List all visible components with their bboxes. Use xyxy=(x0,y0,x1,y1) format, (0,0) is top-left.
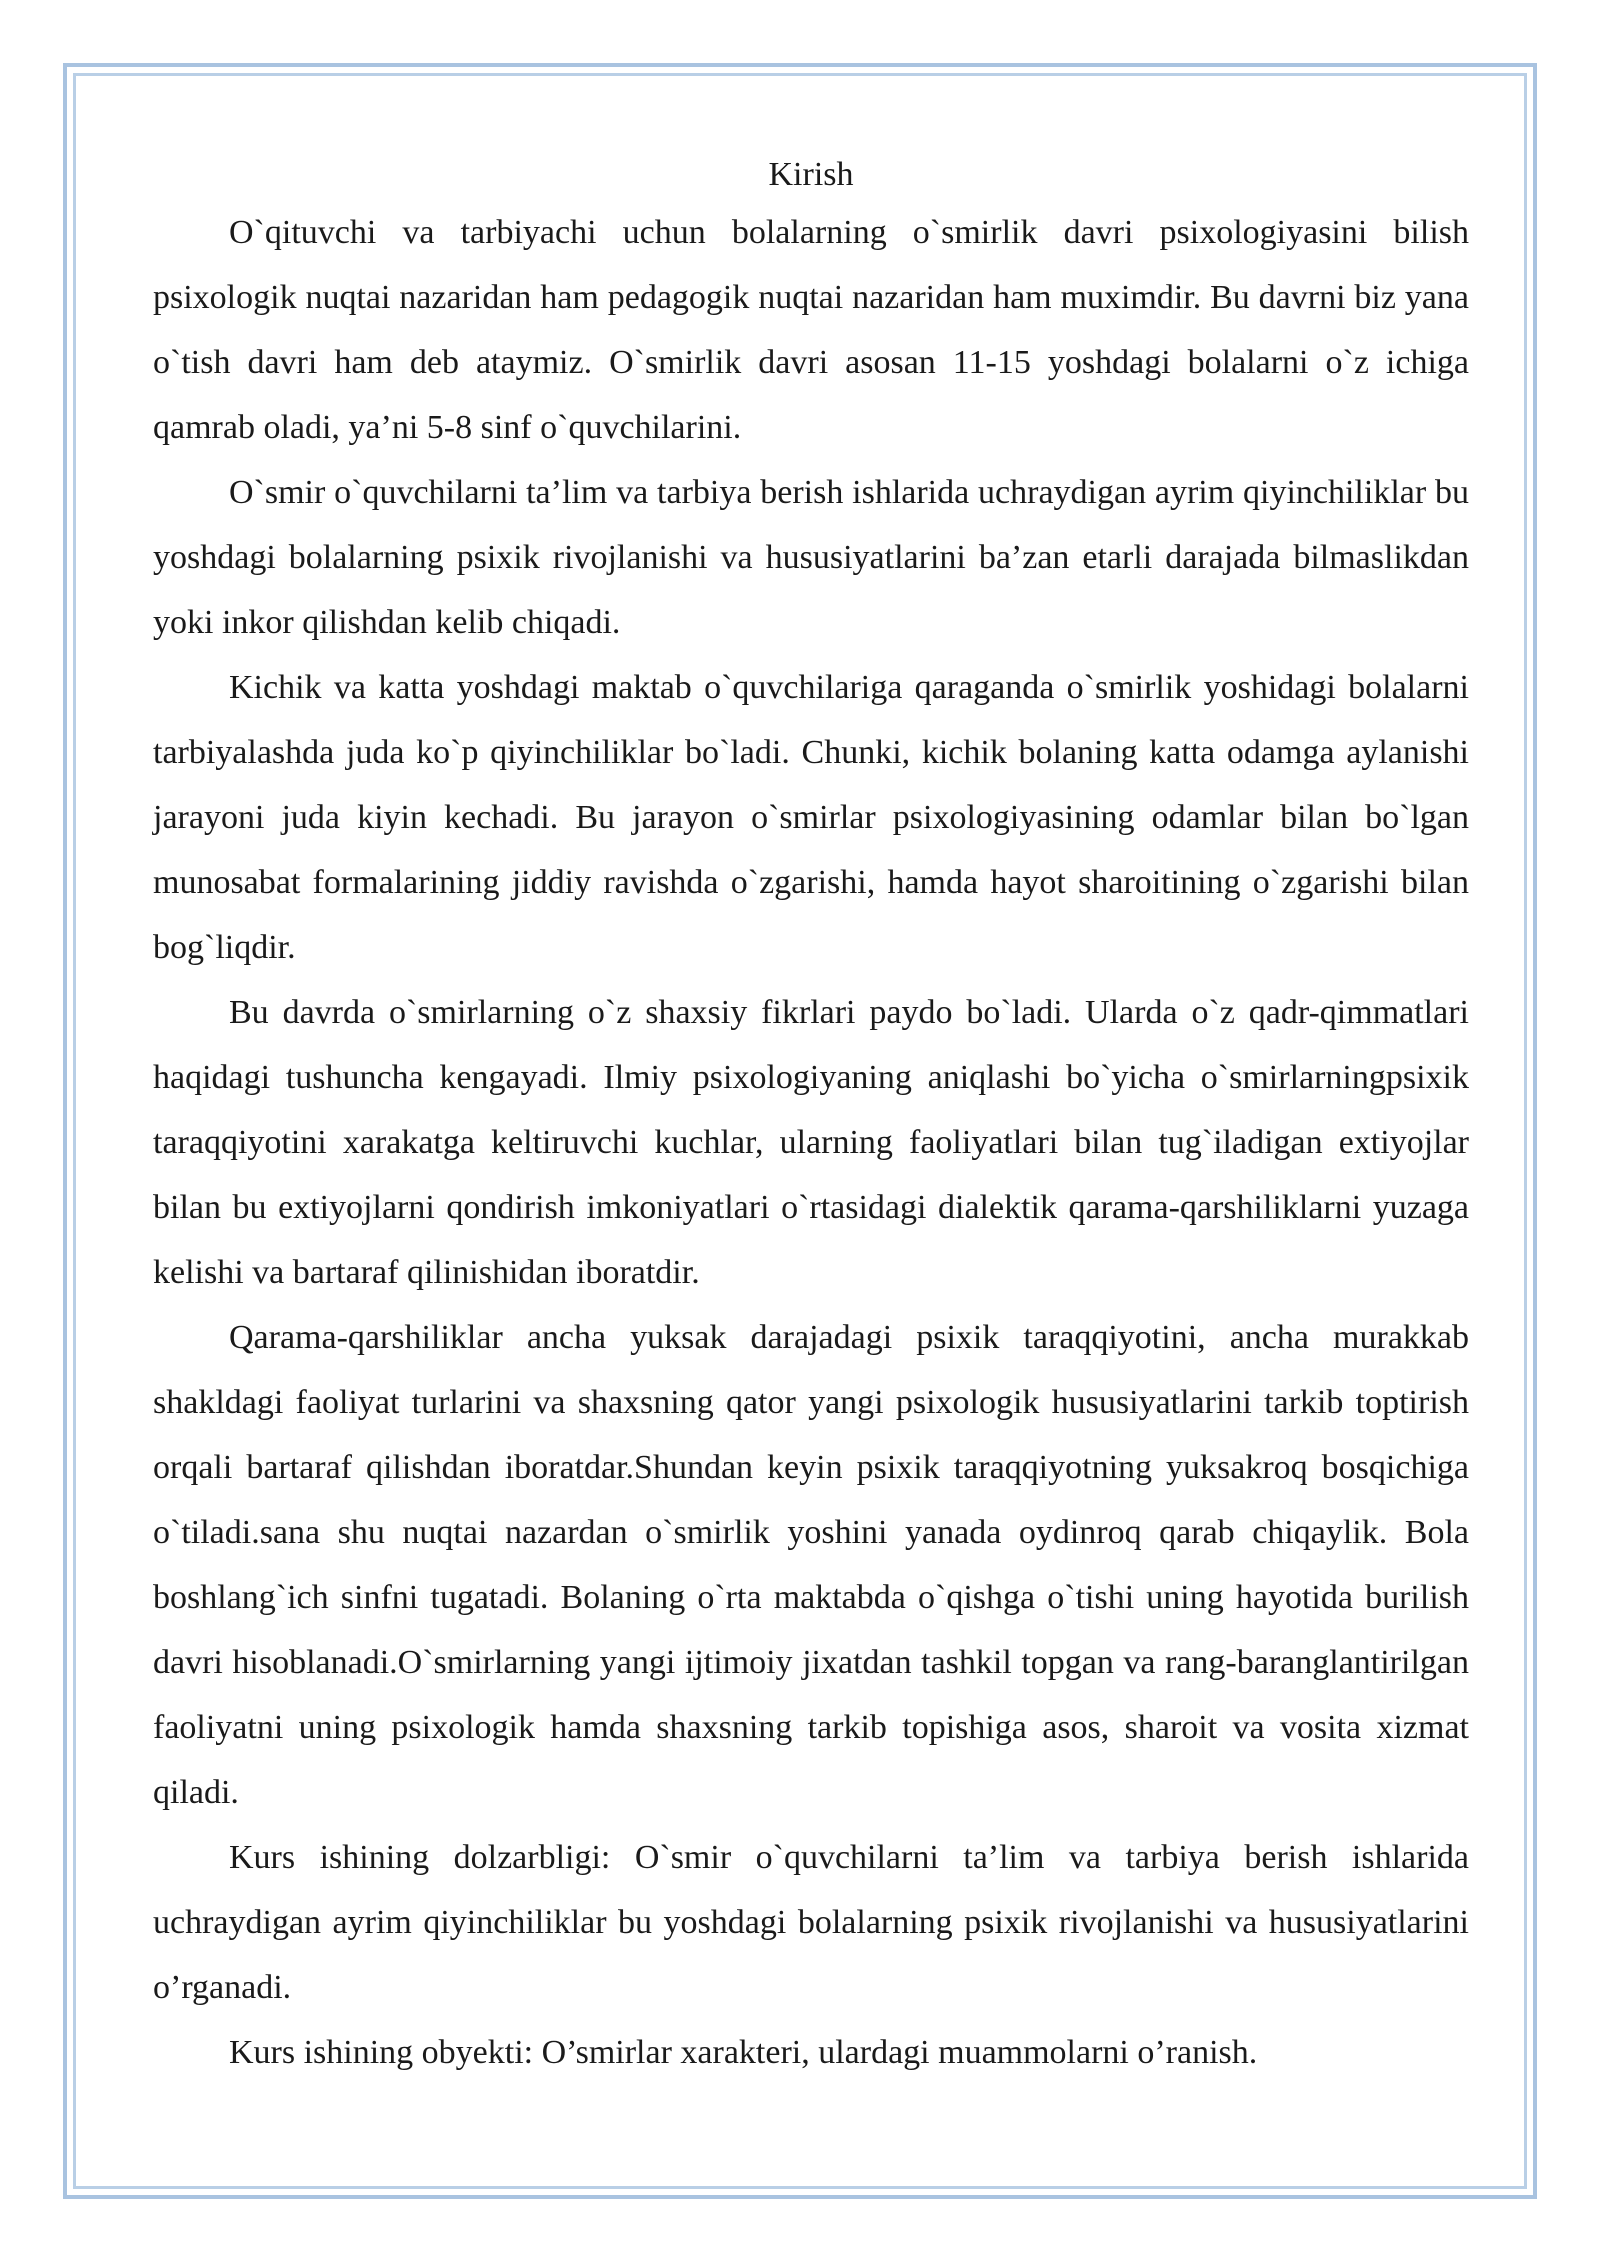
paragraph-5: Qarama-qarshiliklar ancha yuksak darajadagi psixik taraqqiyotini, ancha murakkab shakldagi faoliyat turlarini va shaxsning qator yangi psixologik hususiyatlarini tarkib toptirish orqali bartaraf qilishdan iboratdar.Shundan keyin psixik taraqqiyotning yuksakroq bosqichiga o`tiladi.sana shu nuqtai nazardan o`smirlik yoshini yanada oydinroq qarab chiqaylik. Bola boshlang`ich sinfni tugatadi. Bolaning o`rta maktabda o`qishga o`tishi uning hayotida burilish davri hisoblanadi.O`smirlarning yangi ijtimoiy jixatdan tashkil topgan va rang-baranglantirilgan faoliyatni uning psixologik hamda shaxsning tarkib topishiga asos, sharoit va vosita xizmat qiladi. xyxy=(153,1319,1469,1811)
paragraph-1: O`qituvchi va tarbiyachi uchun bolalarning o`smirlik davri psixologiyasini bilish psixologik nuqtai nazaridan ham pedagogik nuqtai nazaridan ham muximdir. Bu davrni biz yana o`tish davri ham deb ataymiz. O`smirlik davri asosan 11-15 yoshdagi bolalarni o`z ichiga qamrab oladi, ya’ni 5-8 sinf o`quvchilarini. xyxy=(153,214,1469,446)
document-title: Kirish xyxy=(768,156,854,193)
paragraph-4: Bu davrda o`smirlarning o`z shaxsiy fikrlari paydo bo`ladi. Ularda o`z qadr-qimmatlari haqidagi tushuncha kengayadi. Ilmiy psixologiyaning aniqlashi bo`yicha o`smirlarningpsixik taraqqiyotini xarakatga keltiruvchi kuchlar, ularning faoliyatlari bilan tug`iladigan extiyojlar bilan bu extiyojlarni qondirish imkoniyatlari o`rtasidagi dialektik qarama-qarshiliklarni yuzaga kelishi va bartaraf qilinishidan iboratdir. xyxy=(153,994,1469,1291)
paragraph-7: Kurs ishining obyekti: O’smirlar xarakteri, ulardagi muammolarni o’ranish. xyxy=(229,2034,1258,2071)
document-body xyxy=(153,150,1469,2085)
paragraph-6: Kurs ishining dolzarbligi: O`smir o`quvchilarni ta’lim va tarbiya berish ishlarida uchraydigan ayrim qiyinchiliklar bu yoshdagi bolalarning psixik rivojlanishi va hususiyatlarini o’rganadi. xyxy=(153,1839,1469,2006)
paragraph-2: O`smir o`quvchilarni ta’lim va tarbiya berish ishlarida uchraydigan ayrim qiyinchiliklar bu yoshdagi bolalarning psixik rivojlanishi va hususiyatlarini ba’zan etarli darajada bilmaslikdan yoki inkor qilishdan kelib chiqadi. xyxy=(153,474,1469,641)
paragraph-3: Kichik va katta yoshdagi maktab o`quvchilariga qaraganda o`smirlik yoshidagi bolalarni tarbiyalashda juda ko`p qiyinchiliklar bo`ladi. Chunki, kichik bolaning katta odamga aylanishi jarayoni juda kiyin kechadi. Bu jarayon o`smirlar psixologiyasining odamlar bilan bo`lgan munosabat formalarining jiddiy ravishda o`zgarishi, hamda hayot sharoitining o`zgarishi bilan bog`liqdir. xyxy=(153,669,1469,966)
